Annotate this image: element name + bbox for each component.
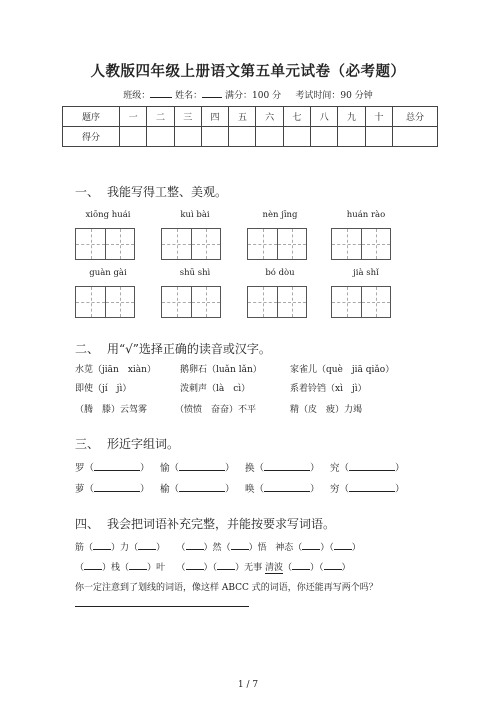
writing-grid[interactable] — [75, 286, 135, 318]
name-blank[interactable] — [202, 89, 222, 98]
q2-item[interactable]: 泼刺声（là cì） — [180, 384, 251, 394]
section-3-heading: 三、 形近字组词。 — [75, 437, 180, 451]
score-header-cell: 题序 — [63, 107, 120, 127]
q3-item[interactable]: 愉（ ） — [160, 463, 235, 474]
full-score: 满分：100 分 — [225, 91, 282, 101]
q2-item[interactable]: （愤愤 奋奋）不平 — [175, 405, 257, 415]
q2-item[interactable]: 系着铃铛（xì jì） — [290, 384, 367, 394]
writing-grid[interactable] — [331, 228, 391, 260]
pinyin-label: shū shì — [179, 268, 211, 278]
score-header-cell: 五 — [229, 107, 256, 127]
pinyin-label: nèn jīng — [262, 210, 298, 220]
q4-answer-line[interactable] — [75, 606, 249, 607]
q3-item[interactable]: 榆（ ） — [160, 484, 235, 495]
score-header-cell: 三 — [174, 107, 201, 127]
score-header-cell: 七 — [283, 107, 310, 127]
score-cell[interactable] — [147, 127, 174, 147]
q3-item[interactable]: 罗（ ） — [75, 463, 150, 474]
writing-grid[interactable] — [75, 228, 135, 260]
score-cell[interactable] — [311, 127, 338, 147]
class-label: 班级： — [123, 91, 151, 101]
writing-grid[interactable] — [161, 286, 221, 318]
score-header-cell: 六 — [256, 107, 283, 127]
q2-item[interactable]: 即使（jí jì） — [75, 384, 132, 394]
score-header-cell: 十 — [365, 107, 392, 127]
page-title: 人教版四年级上册语文第五单元试卷（必考题） — [90, 63, 406, 80]
score-table-header-row — [63, 107, 438, 127]
score-header-cell: 总分 — [393, 107, 438, 127]
score-cell[interactable] — [393, 127, 438, 147]
pinyin-label: bó dòu — [265, 268, 295, 278]
q3-item[interactable]: 萝（ ） — [75, 484, 150, 495]
score-cell[interactable] — [201, 127, 228, 147]
pinyin-label: huán rào — [346, 210, 386, 220]
q2-item[interactable]: 水苋（jiān xiàn） — [75, 365, 156, 375]
q3-item[interactable]: 唤（ ） — [245, 484, 320, 495]
score-cell[interactable] — [229, 127, 256, 147]
q4-question: 你一定注意到了划线的词语，像这样 ABCC 式的词语，你还能再写两个吗？ — [75, 583, 378, 593]
q4-line-2[interactable]: （ ）栈（ ）叶 （ ）（ ）无事 清波（ ）（ ） — [75, 560, 351, 574]
writing-grid[interactable] — [331, 286, 391, 318]
score-cell[interactable] — [256, 127, 283, 147]
score-header-cell: 九 — [338, 107, 365, 127]
q2-item[interactable]: 鹅卵石（luǎn lǎn） — [180, 365, 262, 375]
q3-item[interactable]: 换（ ） — [245, 463, 320, 474]
name-label: 姓名： — [175, 91, 203, 101]
exam-info — [0, 88, 496, 101]
score-cell[interactable] — [338, 127, 365, 147]
score-cell[interactable] — [120, 127, 147, 147]
pinyin-label: jià shǐ — [353, 268, 379, 278]
score-header-cell: 八 — [311, 107, 338, 127]
q4-line-1[interactable]: 筋（ ）力（ ） （ ）然（ ）悟 神态（ ）（ ） — [75, 543, 361, 553]
q2-item[interactable]: 家雀儿（què jiā qiǎo） — [290, 365, 395, 375]
writing-grid[interactable] — [247, 286, 307, 318]
score-cell[interactable] — [174, 127, 201, 147]
q3-item[interactable]: 究（ ） — [330, 463, 405, 474]
page-number: 1 / 7 — [237, 680, 259, 690]
pinyin-label: guàn gài — [89, 268, 127, 278]
section-2-heading: 二、 用“√”选择正确的读音或汉字。 — [75, 342, 271, 356]
pinyin-label: xiōng huái — [85, 210, 131, 220]
score-header-cell: 二 — [147, 107, 174, 127]
exam-time: 考试时间：90 分钟 — [295, 91, 373, 101]
q3-item[interactable]: 穷（ ） — [330, 484, 405, 495]
class-blank[interactable] — [150, 89, 172, 98]
score-table — [62, 106, 438, 147]
score-header-cell: 一 — [120, 107, 147, 127]
q2-item[interactable]: （腾 滕）云驾雾 — [75, 405, 148, 415]
score-header-cell: 四 — [201, 107, 228, 127]
section-4-heading: 四、 我会把词语补充完整，并能按要求写词语。 — [75, 517, 336, 531]
score-table-row — [63, 127, 438, 147]
score-cell[interactable] — [365, 127, 392, 147]
pinyin-label: kuì bài — [180, 210, 210, 220]
section-1-heading: 一、 我能写得工整、美观。 — [75, 185, 228, 199]
writing-grid[interactable] — [161, 228, 221, 260]
q2-item[interactable]: 精（皮 疲）力竭 — [290, 405, 363, 415]
score-row-label: 得分 — [63, 127, 120, 147]
score-cell[interactable] — [283, 127, 310, 147]
writing-grid[interactable] — [247, 228, 307, 260]
